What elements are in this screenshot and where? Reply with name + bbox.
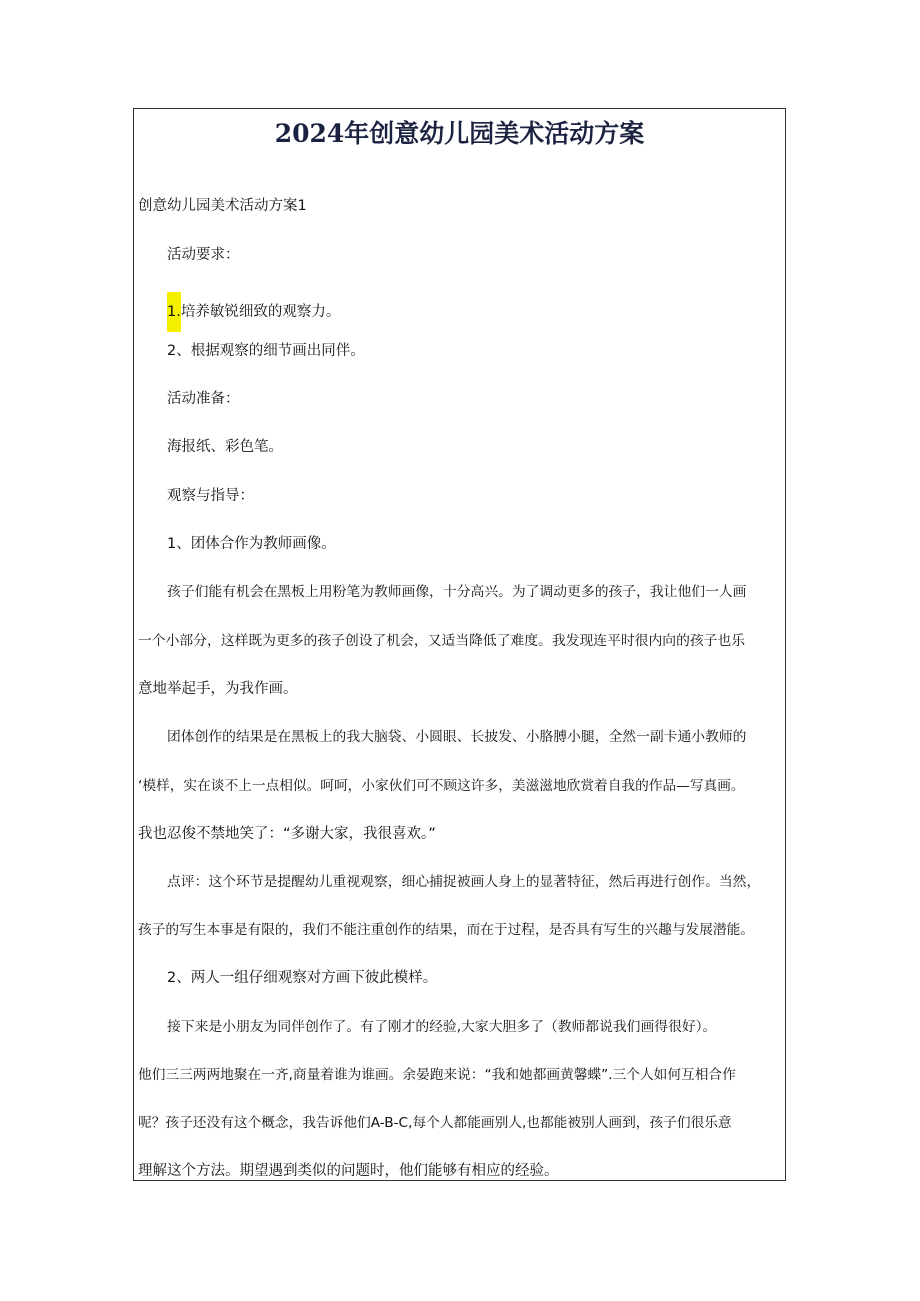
paragraph-line: 团体创作的结果是在黑板上的我大脑袋、小圆眼、长披发、小胳膊小腿，全然一副卡通小教师的 xyxy=(167,729,747,745)
paragraph-line: 呢？孩子还没有这个概念，我告诉他们A-B-C,每个人都能画别人,也都能被别人画到，孩子们很乐意 xyxy=(138,1115,732,1131)
paragraph-line xyxy=(167,292,340,332)
paragraph-line: 2、两人一组仔细观察对方画下彼此模样。 xyxy=(167,970,438,986)
paragraph-line: 活动要求： xyxy=(167,247,240,263)
paragraph-line: 1、团体合作为教师画像。 xyxy=(167,536,336,552)
paragraph-line: 2、根据观察的细节画出同伴。 xyxy=(167,343,365,359)
paragraph-line: ‘模样，实在谈不上一点相似。呵呵，小家伙们可不顾这许多，美滋滋地欣赏着自我的作品—写真画。 xyxy=(138,778,745,794)
paragraph-line: 一个小部分，这样既为更多的孩子创设了机会，又适当降低了难度。我发现连平时很内向的孩子也乐 xyxy=(138,633,746,649)
paragraph-line: 孩子的写生本事是有限的，我们不能注重创作的结果，而在于过程，是否具有写生的兴趣与发展潜能。 xyxy=(138,922,754,938)
section-heading: 创意幼儿园美术活动方案1 xyxy=(138,198,307,214)
paragraph-line: 点评：这个环节是提醒幼儿重视观察，细心捕捉被画人身上的显著特征，然后再进行创作。当然， xyxy=(167,874,761,890)
paragraph-line: 观察与指导： xyxy=(167,488,254,504)
paragraph-line: 理解这个方法。期望遇到类似的问题时，他们能够有相应的经验。 xyxy=(138,1163,559,1179)
document-title: 2024年创意幼儿园美术活动方案 xyxy=(274,119,645,148)
paragraph-text: 培养敏锐细致的观察力。 xyxy=(180,304,341,320)
paragraph-line: 海报纸、彩色笔。 xyxy=(167,439,283,455)
highlighted-number: 1. xyxy=(167,292,181,332)
paragraph-line: 活动准备： xyxy=(167,391,240,407)
paragraph-line: 我也忍俊不禁地笑了：“多谢大家，我很喜欢。” xyxy=(138,826,436,842)
paragraph-line: 意地举起手，为我作画。 xyxy=(138,681,298,697)
paragraph-line: 孩子们能有机会在黑板上用粉笔为教师画像，十分高兴。为了调动更多的孩子，我让他们一人画 xyxy=(167,584,747,600)
paragraph-line: 接下来是小朋友为同伴创作了。有了刚才的经验,大家大胆多了（教师都说我们画得很好）。 xyxy=(167,1019,717,1035)
paragraph-line: 他们三三两两地聚在一齐,商量着谁为谁画。余晏跑来说：“我和她都画黄馨蝶”.三个人如何互相合作 xyxy=(138,1067,736,1083)
